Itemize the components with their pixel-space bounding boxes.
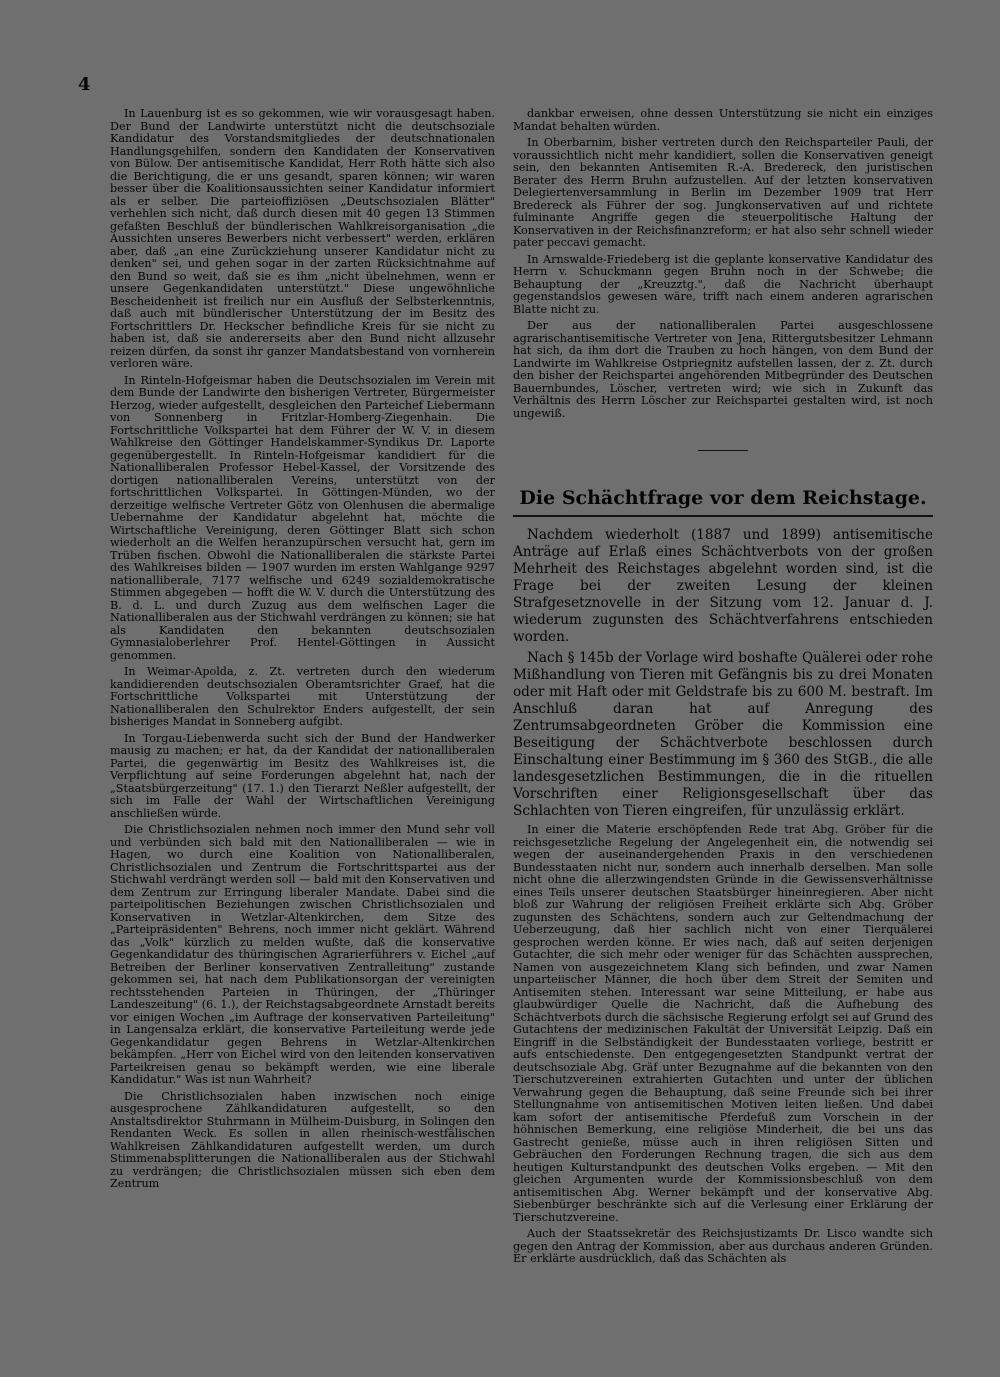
left-column [110, 108, 495, 1195]
paragraph-rinteln: In Rinteln-Hofgeismar haben die Deutschsozialen im Verein mit dem Bunde der Landwirte den bisherigen Vertreter, Bürgermeister Herzog, wieder aufgestellt, desgleichen den Parteichef Liebermann von Sonnenberg in Fritzlar-Homberg-Ziegenhain. Die Fortschrittliche Volkspartei hat dem Führer der W. V. in diesem Wahlkreise den Göttinger Handelskammer-Syndikus Dr. Laporte gegenübergestellt. In Rinteln-Hofgeismar kandidiert für die Nationalliberalen Professor Hebel-Kassel, der Vorsitzende des dortigen nationalliberalen Vereins, unterstützt von der fortschrittlichen Volkspartei. In Göttingen-Münden, wo der derzeitige welfische Vertreter Götz von Olenhusen die abermalige Uebernahme der Kandidatur abgelehnt hat, möchte die Wirtschaftliche Vereinigung, deren Göttinger Blatt sich schon wiederholt an die Welfen heranzupürschen versucht hat, gern im Trüben fischen. Obwohl die Nationalliberalen die stärkste Partei des Wahlkreises bilden — 1907 wurden im ersten Wahlgange 9297 nationalliberale, 7177 welfische und 6249 sozialdemokratische Stimmen abgegeben — hofft die W. V. durch die Unterstützung des B. d. L. und durch Zuzug aus dem welfischen Lager die Nationalliberalen aus der Stichwahl verdrängen zu können; sie hat als Kandidaten den bekannten deutschsozialen Gymnasialoberlehrer Prof. Hentel-Göttingen in Aussicht genommen. [110, 373, 495, 662]
paragraph-jena: Der aus der nationalliberalen Partei ausgeschlossene agrarischantisemitische Vertreter von Jena, Rittergutsbesitzer Lehmann hat sich, da ihm dort die Trauben zu hoch hängen, von dem Bund der Landwirte im Wahlkreise Ostpriegnitz aufstellen lassen, der z. Zt. durch den bisher der Reichspartei angehörenden Mitbegründer des Deutschen Bauernbundes, Löscher, vertreten wird; wie sich in Zukunft das Verhältnis des Herrn Löscher zur Reichspartei gestalten wird, ist noch ungewiß. [513, 319, 933, 420]
article-paragraph: Auch der Staatssekretär des Reichsjustizamts Dr. Lisco wandte sich gegen den Antrag der Kommission, aber aus durchaus anderen Gründen. Er erklärte ausdrücklich, daß das Schächten als [513, 1227, 933, 1265]
paragraph-weimar: In Weimar-Apolda, z. Zt. vertreten durch den wiederum kandidierenden deutschsozialen Oberamtsrichter Graef, hat die Fortschrittliche Volkspartei mit Unterstützung der Nationalliberalen den Schulrektor Enders aufgestellt, der sein bisheriges Mandat in Sonneberg aufgibt. [110, 665, 495, 728]
page-number: 4 [78, 74, 91, 95]
right-column [513, 108, 933, 1270]
article-headline: Die Schächtfrage vor dem Reichstage. [513, 487, 933, 517]
lead-paragraph: Nachdem wiederholt (1887 und 1899) antisemitische Anträge auf Erlaß eines Schächtverbots von der großen Mehrheit des Reichstages abgelehnt worden sind, ist die Frage bei der zweiten Lesung der kleinen Strafgesetznovelle in der Sitzung vom 12. Januar d. J. wiederum zugunsten des Schächtverfahrens entschieden worden. [513, 527, 933, 645]
paragraph-oberbarnim: In Oberbarnim, bisher vertreten durch den Reichsparteiler Pauli, der voraussichtlich nicht mehr kandidiert, sollen die Konservativen geneigt sein, den bekannten Antisemiten R.-A. Bredereck, den juristischen Berater des Herrn Bruhn aufzustellen. Auf der letzten konservativen Delegiertenversammlung in Berlin im Dezember 1909 trat Herr Bredereck als Führer der sog. Jungkonservativen auf und richtete fulminante Angriffe gegen die steuerpolitische Haltung der Konservativen in der Reichsfinanzreform; er hat also sehr schnell wieder pater peccavi gemacht. [513, 136, 933, 249]
paragraph-arnswalde: In Arnswalde-Friedeberg ist die geplante konservative Kandidatur des Herrn v. Schuckmann gegen Bruhn noch in der Schwebe; die Behauptung der „Kreuzztg.", daß die Nachricht überhaupt gegenstandslos gewesen wäre, trifft nach einem anderen agrarischen Blatte nicht zu. [513, 252, 933, 316]
paragraph-christlichsoziale: Die Christlichsozialen nehmen noch immer den Mund sehr voll und verbünden sich bald mit den Nationalliberalen — wie in Hagen, wo durch eine Koalition von Nationalliberalen, Christlichsozialen und Zentrum die Fortschrittspartei aus der Stichwahl verdrängt werden soll — bald mit den Konservativen und dem Zentrum zur Erringung liberaler Mandate. Dabei sind die parteipolitischen Beziehungen zwischen Christlichsozialen und Konservativen in Wetzlar-Altenkirchen, dem Sitze des „Parteipräsidenten" Behrens, noch immer nicht geklärt. Während das „Volk" kürzlich zu melden wußte, daß die konservative Gegenkandidatur des thüringischen Agrarierführers v. Eichel „auf Betreiben der Berliner konservativen Zentralleitung" zustande gekommen sei, hat nach dem Publikationsorgan der vereinigten rechtsstehenden Parteien in Thüringen, der „Thüringer Landeszeitung" (6. 1.), der Reichstagsabgeordnete Arnstadt bereits vor einigen Wochen „im Auftrage der konservativen Parteileitung" in Langensalza erklärt, die konservative Parteileitung werde jede Gegenkandidatur gegen Behrens in Wetzlar-Altenkirchen bekämpfen. „Herr von Eichel wird von den leitenden konservativen Parteikreisen genau so bekämpft werden, wie eine liberale Kandidatur." Was ist nun Wahrheit? [110, 823, 495, 1086]
section-divider [698, 450, 748, 451]
paragraph-torgau: In Torgau-Liebenwerda sucht sich der Bund der Handwerker mausig zu machen; er hat, da der Kandidat der nationalliberalen Partei, die gegenwärtig im Besitz des Wahlkreises ist, die Verpflichtung auf seine Forderungen abgelehnt hat, nach der „Staatsbürgerzeitung" (17. 1.) den Tierarzt Neßler aufgestellt, der sich im Falle der Wahl der Wirtschaftlichen Vereinigung anschließen würde. [110, 731, 495, 820]
article-lead [513, 527, 933, 820]
paragraph-zaehlkandidaturen: Die Christlichsozialen haben inzwischen noch einige ausgesprochene Zählkandidaturen aufgestellt, so den Anstaltsdirektor Stuhrmann in Mülheim-Duisburg, in Solingen den Rendanten Weck. Es sollen in allen rheinisch-westfälischen Wahlkreisen Zählkandidaturen aufgestellt werden, um durch Stimmenabsplitterungen die Nationalliberalen aus der Stichwahl zu verdrängen; die Christlichsozialen müssen sich eben dem Zentrum [110, 1089, 495, 1190]
paragraph-lauenburg: In Lauenburg ist es so gekommen, wie wir vorausgesagt haben. Der Bund der Landwirte unterstützt nicht die deutschsoziale Kandidatur des Vorstandsmitgliedes der deutschnationalen Handlungsgehilfen, sondern den Kandidaten der Konservativen von Bülow. Der antisemitische Kandidat, Herr Roth hätte sich also die Berichtigung, die er uns gesandt, sparen können; wir waren besser über die Koalitionsaussichten seiner Kandidatur informiert als er selber. Die parteioffiziösen „Deutschsozialen Blätter" verhehlen sich nicht, daß durch diesen mit 40 gegen 13 Stimmen gefaßten Beschluß der bündlerischen Wahlkreisorganisation „die Aussichten unseres Bewerbers nicht verbessert" werden, erklären aber, daß „an eine Zurückziehung unserer Kandidatur nicht zu denken" sei, und gehen sogar in der zarten Rücksichtnahme auf den Bund so weit, daß sie es ihm „nicht übelnehmen, wenn er unsere Gegenkandidaten unterstützt." Diese ungewöhnliche Bescheidenheit ist freilich nur ein Ausfluß der Selbsterkenntnis, daß auch mit bündlerischer Unterstützung der im Besitz des Fortschrittlers Dr. Heckscher befindliche Kreis für sie nicht zu haben ist, daß sie andererseits aber den Bund nicht allzusehr reizen dürfen, da sonst ihr ganzer Mandatsbestand von vornherein verloren wäre. [110, 107, 495, 370]
article-paragraph: In einer die Materie erschöpfenden Rede trat Abg. Gröber für die reichsgesetzliche Regelung der Angelegenheit ein, die notwendig sei wegen der auseinandergehenden Praxis in den verschiedenen Bundesstaaten nicht nur, sondern auch innerhalb derselben. Man solle nicht ohne die allerzwingendsten Gründe in die Gewissensverhältnisse eines Teils unserer deutschen Staatsbürger hineinregieren. Aber nicht bloß zur Wahrung der religiösen Freiheit erklärte sich Abg. Gröber zugunsten des Schächtens, sondern auch zur Geltendmachung der Ueberzeugung, daß hier sachlich nicht von einer Tierquälerei gesprochen werden könne. Er wies nach, daß auf seiten derjenigen Gutachter, die sich mehr oder weniger für das Schächten aussprechen, Namen von ausgezeichnetem Klang sich befinden, und zwar Namen unparteiischer Männer, die hoch über dem Streit der Semiten und Antisemiten stehen. Interessant war seine Mitteilung, er habe aus glaubwürdiger Quelle die Nachricht, daß die Aufhebung des Schächtverbots durch die sächsische Regierung erfolgt sei auf Grund des Gutachtens der medizinischen Fakultät der Universität Leipzig. Daß ein Eingriff in die Selbständigkeit der Bundesstaaten vorliege, bestritt er aufs entschiedenste. Den entgegengesetzten Standpunkt vertrat der deutschsoziale Abg. Gräf unter Bezugnahme auf die bekannten von den Tierschutzvereinen extrahierten Gutachten und unter der üblichen Verwahrung gegen die Behauptung, daß seine Freunde sich bei ihrer Stellungnahme von antisemitischen Motiven leiten ließen. Und dabei kam sofort der antisemitische Pferdefuß zum Vorschein in der höhnischen Bemerkung, eine religiöse Minderheit, die bei uns das Gastrecht genieße, müsse auch in ihren religiösen Sitten und Gebräuchen den Forderungen Rechnung tragen, die sich aus dem heutigen Kulturstandpunkt des deutschen Volks ergeben. — Mit den gleichen Argumenten wurde der Kommissionsbeschluß von dem antisemitischen Abg. Werner bekämpft und der konservative Abg. Siebenbürger beschränkte sich auf die Verlesung einer Erklärung der Tierschutzvereine. [513, 823, 933, 1224]
paragraph-continuation: dankbar erweisen, ohne dessen Unterstützung sie nicht ein einziges Mandat behalten würden. [513, 107, 933, 133]
lead-paragraph: Nach § 145b der Vorlage wird boshafte Quälerei oder rohe Mißhandlung von Tieren mit Gefängnis bis zu drei Monaten oder mit Haft oder mit Geldstrafe bis zu 600 M. bestraft. Im Anschluß daran hat auf Anregung des Zentrumsabgeordneten Gröber die Kommission eine Beseitigung der Schächtverbote beschlossen durch Einschaltung einer Bestimmung im § 360 des StGB., die alle landesgesetzlichen Bestimmungen, die in die rituellen Vorschriften einer Religionsgesellschaft über das Schlachten von Tieren eingreifen, für unzulässig erklärt. [513, 650, 933, 819]
